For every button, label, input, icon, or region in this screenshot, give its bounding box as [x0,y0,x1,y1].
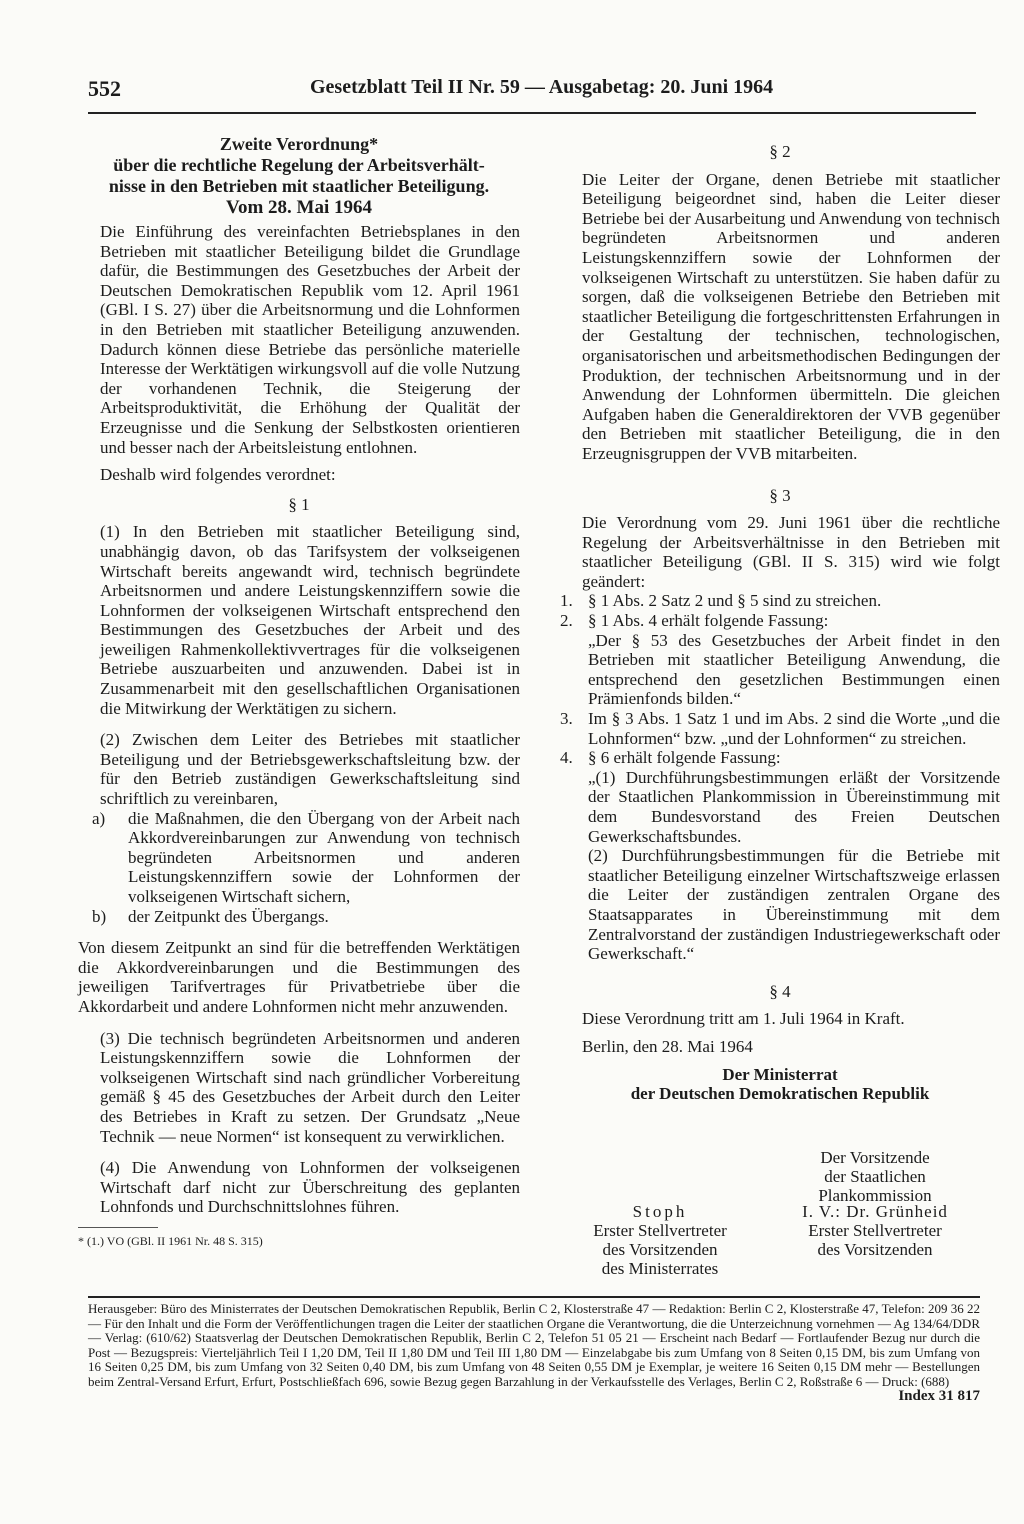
decree-title-2: über die rechtliche Regelung der Arbeitsverhält- [113,155,485,175]
item-text: § 1 Abs. 4 erhält folgende Fassung: [588,611,829,631]
item-label: 4. [560,748,573,768]
chairman-title [770,1148,980,1205]
council-line-1: Der Ministerrat [722,1064,838,1084]
section-1-para-2b [78,907,520,927]
section-1-para-4: (4) Die Anwendung von Lohnformen der volkseigenen Wirtschaft darf nicht zur Überschreitung des geplanten Lohnfonds und Durchschnittslohnes führen. [100,1158,520,1217]
section-1-para-3: (3) Die technisch begründeten Arbeitsnormen und anderen Leistungskennziffern sowie die Lohnformen der volkseigenen Wirtschaft sind nach gründlicher Vorbereitung gemäß § 45 des Gesetzbuches der Arbeit durch den Leiter des Betriebes in Kraft zu setzen. Der Grundsatz „Neue Technik — neue Normen“ ist konsequent zu verwirklichen. [100,1028,520,1146]
decree-title-3: nisse in den Betrieben mit staatlicher Beteiligung. [108,176,490,196]
amendment-2-quote: „Der § 53 des Gesetzbuches der Arbeit findet in den Betrieben mit staatlicher Beteiligung Anwendung, die entsprechend den gesetzlichen Bestimmungen einen Prämienfonds bilden.“ [588,630,1000,709]
decree-title-1: Zweite Verordnung* [219,134,379,154]
amendment-4-quote-1: „(1) Durchführungsbestimmungen erläßt der Vorsitzende der Staatlichen Plankommission in Übereinstimmung mit dem Bundesvorstand des Freien Deutschen Gewerkschaftsbundes. [588,767,1000,846]
signatory-role: des Vorsitzenden [817,1240,933,1259]
imprint-text: Herausgeber: Büro des Ministerrates der Deutschen Demokratischen Republik, Berlin C 2, Klosterstraße 47 — Redaktion: Berlin C 2, Klosterstraße 47, Telefon: 209 36 22 — Für den Inhalt und die Form der Veröffentlichungen tragen die Leiter der staatlichen Organe die Verantwortung, die die Unterzeichnung vornehmen — Ag 134/64/DDR — Verlag: (610/62) Staatsverlag der Deutschen Demokratischen Republik, Berlin C 2, Telefon 51 05 21 — Erscheint nach Bedarf — Fortlaufender Bezug nur durch die Post — Bezugspreis: Vierteljährlich Teil I 1,20 DM, Teil II 1,80 DM und Teil III 1,80 DM — Einzelabgabe bis zum Umfang von 8 Seiten 0,15 DM, bis zum Umfang von 16 Seiten 0,25 DM, bis zum Umfang von 32 Seiten 0,40 DM, bis zum Umfang von 48 Seiten 0,55 DM je Exemplar, je weitere 16 Seiten 0,15 DM mehr — Bestellungen beim Zentral-Versand Erfurt, Erfurt, Postschließfach 696, sowie Bezug gegen Barzahlung in der Verkaufsstelle des Verlages, Berlin C 2, Roßstraße 6 — Druck: (688) [88,1301,980,1389]
place-date: Berlin, den 28. Mai 1964 [582,1036,753,1056]
section-3-heading: § 3 [769,485,791,505]
left-column [78,134,520,1252]
amendment-4-quote-2: (2) Durchführungsbestimmungen für die Betriebe mit staatlicher Beteiligung einzelner Wirtschaftszweige erlassen die Leiter der zuständigen zentralen Organe des Staatsapparates in Übereinstimmung mit dem Zentralvorstand der zuständigen Industriegewerkschaft oder Gewerkschaft.“ [588,846,1000,964]
page-header [88,72,976,114]
item-text: § 6 erhält folgende Fassung: [588,748,781,768]
signatory-role: Erster Stellvertreter [808,1221,942,1240]
item-label: 1. [560,591,573,611]
right-column [560,134,1000,1104]
item-text: die Maßnahmen, die den Übergang von der Arbeit nach Akkordvereinbarungen zur Anwendung von technisch begründeten Arbeitsnormen und anderen Leistungskennziffern sowie der Lohnformen der volkseigenen Wirtschaft sichern, [128,808,520,906]
chairman-title-line: der Staatlichen [824,1167,926,1186]
section-1-para-2c: Von diesem Zeitpunkt an sind für die betreffenden Werktätigen die Akkordvereinbarungen und die Bestimmungen des jeweiligen Tarifvertrages für Privatbetriebe über die Akkordarbeit und andere Lohnformen nicht mehr anzuwenden. [78,938,520,1016]
signatory-role: Erster Stellvertreter [593,1221,727,1240]
item-label: a) [92,808,106,828]
index-number: Index 31 817 [898,1388,980,1404]
signatory-name: Stoph [632,1202,688,1221]
signatory-role: des Ministerrates [601,1259,719,1278]
amendment-4 [560,748,1000,768]
section-2-text: Die Leiter der Organe, denen Betriebe mit staatlicher Beteiligung beigeordnet sind, haben die Leiter dieser Betriebe bei der Ausarbeitung und Anwendung von technisch begründeten Arbeitsnormen und anderen Leistungskennziffern sowie der Lohnformen der volkseigenen Wirtschaft zu unterstützen. Sie haben dafür zu sorgen, daß die volkseigenen Betriebe den Betrieben mit staatlicher Beteiligung die fortgeschrittensten Erfahrungen in der Gestaltung der technischen, technologischen, organisatorischen und arbeitsmethodischen Bedingungen der Produktion, der technischen Arbeitsnormung und in der Anwendung der Lohnformen übermitteln. Die gleichen Aufgaben haben die Generaldirektoren der VVB gegenüber den Betrieben mit staatlicher Beteiligung, die in den Erzeugnisgruppen der VVB mitarbeiten. [582,169,1000,463]
signature-right [770,1202,980,1259]
signature-left [560,1202,760,1278]
item-text: der Zeitpunkt des Übergangs. [128,906,329,926]
signatory-name: I. V.: Dr. Grünheid [802,1202,948,1221]
header-title: Gesetzblatt Teil II Nr. 59 — Ausgabetag: 20. Juni 1964 [310,76,774,98]
section-1-heading: § 1 [288,494,310,514]
section-2-heading: § 2 [769,142,791,161]
section-4-text: Diese Verordnung tritt am 1. Juli 1964 in Kraft. [582,1009,905,1029]
preamble: Die Einführung des vereinfachten Betriebsplanes in den Betrieben mit staatlicher Beteiligung bildet die Grundlage dafür, die Bestimmungen des Gesetzbuches der Arbeit der Deutschen Demokratischen Republik vom 12. April 1961 (GBl. I S. 27) über die Arbeitsnormung und die Lohnformen in den Betrieben mit staatlicher Beteiligung anzuwenden. Dadurch können diese Betriebe das persönliche materielle Interesse der Werktätigen wirkungsvoll auf die volle Nutzung der vorhandenen Technik, die Steigerung der Arbeitsproduktivität, die Erhöhung der Qualität der Erzeugnisse und die Senkung der Selbstkosten orientieren und besser nach der Arbeitsleistung entlohnen. [100,222,520,457]
page-number: 552 [88,76,121,101]
section-4-heading: § 4 [769,981,791,1001]
signatory-role: des Vorsitzenden [602,1240,718,1259]
section-1-para-2: (2) Zwischen dem Leiter des Betriebes mit staatlicher Beteiligung und der Betriebsgewerkschaftsleitung bzw. der für den Betrieb zuständigen Gewerkschaftsleitung sind schriftlich zu vereinbaren, [100,730,520,809]
item-label: 3. [560,709,573,729]
imprint-footer [88,1296,980,1404]
chairman-title-line: Plankommission [818,1186,932,1205]
decree-date: Vom 28. Mai 1964 [225,197,373,218]
section-1-para-2a [78,809,520,907]
chairman-title-line: Der Vorsitzende [820,1148,930,1167]
item-label: b) [92,906,107,926]
amendment-1 [560,591,1000,611]
item-text: Im § 3 Abs. 1 Satz 1 und im Abs. 2 sind die Worte „und die Lohnformen“ bzw. „und der Lohnformen“ zu streichen. [588,709,1000,748]
amendment-2 [560,611,1000,631]
item-text: § 1 Abs. 2 Satz 2 und § 5 sind zu streichen. [588,591,882,611]
deshalb-line: Deshalb wird folgendes verordnet: [100,465,336,485]
council-line-2: der Deutschen Demokratischen Republik [630,1084,930,1104]
footnote: * (1.) VO (GBl. II 1961 Nr. 48 S. 315) [78,1227,158,1252]
item-label: 2. [560,611,573,631]
amendment-3 [560,709,1000,748]
section-1-para-1: (1) In den Betrieben mit staatlicher Beteiligung sind, unabhängig davon, ob das Tarifsystem der volkseigenen Wirtschaft bereits angewandt wird, technisch begründete Arbeitsnormen und andere Leistungskennziffern sowie die Lohnformen der volkseigenen Wirtschaft entsprechend den Bestimmungen des Gesetzbuches der Arbeit und des jeweiligen Rahmenkollektivvertrages für die volkseigenen Betriebe auszuarbeiten und anzuwenden. Dabei ist in Zusammenarbeit mit den gesellschaftlichen Organisationen die Mitwirkung der Werktätigen zu sichern. [100,522,520,718]
section-3-text: Die Verordnung vom 29. Juni 1961 über die rechtliche Regelung der Arbeitsverhältnisse in den Betrieben mit staatlicher Beteiligung (GBl. II S. 315) wird wie folgt geändert: [582,513,1000,591]
